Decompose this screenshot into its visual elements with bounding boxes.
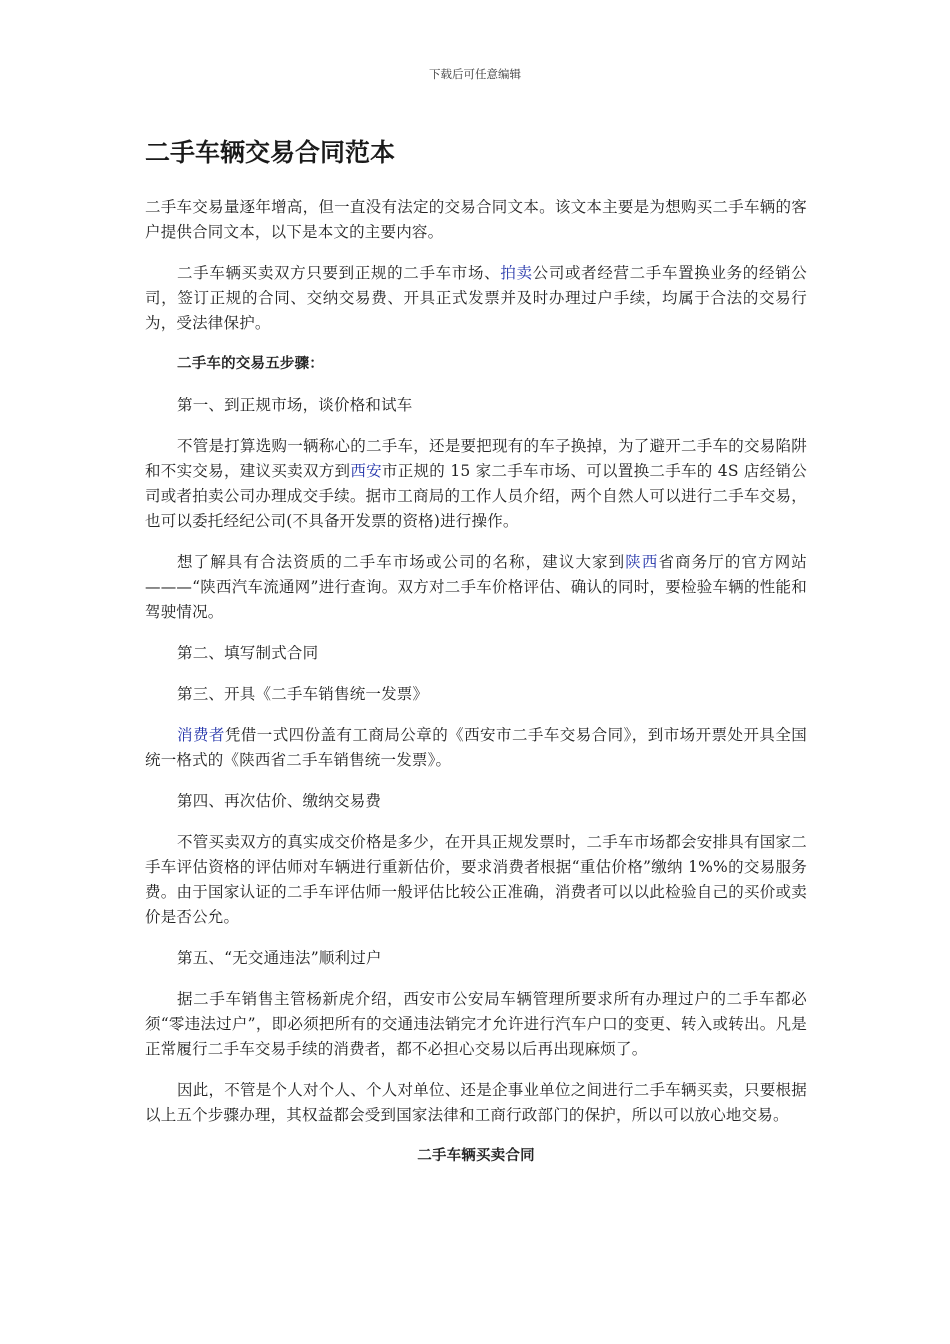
step2-title: 第二、填写制式合同: [177, 644, 319, 662]
page-header: 下载后可任意编辑: [429, 67, 521, 81]
link-xian[interactable]: 西安: [350, 462, 382, 480]
intro-paragraph: 二手车交易量逐年增高，但一直没有法定的交易合同文本。该文本主要是为想购买二手车辆的客户提供合同文本，以下是本文的主要内容。: [145, 198, 807, 241]
paragraph-step1-markets: 不管是打算选购一辆称心的二手车，还是要把现有的车子换掉，为了避开二手车的交易陷阱和不实交易，建议买卖双方到西安市正规的 15 家二手车市场、可以置换二手车的 4S 店经销公司或者拍卖公司办理成交手续。据市工商局的工作人员介绍，两个自然人可以进行二手车交易，也可以委托经纪公司(不具备开发票的资格)进行操作。: [145, 437, 807, 530]
step5-title: 第五、“无交通违法”顺利过户: [177, 949, 382, 967]
document-title: 二手车辆交易合同范本: [145, 138, 396, 167]
document-body: [145, 130, 807, 1185]
contract-title: 二手车辆买卖合同: [417, 1148, 535, 1164]
paragraph-step3-invoice: 消费者凭借一式四份盖有工商局公章的《西安市二手车交易合同》，到市场开票处开具全国统一格式的《陕西省二手车销售统一发票》。: [145, 726, 807, 769]
link-shaanxi[interactable]: 陕西: [625, 553, 659, 571]
steps-heading: 二手车的交易五步骤：: [177, 356, 324, 372]
step3-title: 第三、开具《二手车销售统一发票》: [177, 685, 429, 703]
paragraph-step4-valuation: 不管买卖双方的真实成交价格是多少，在开具正规发票时，二手车市场都会安排具有国家二手车评估资格的评估师对车辆进行重新估价，要求消费者根据“重估价格”缴纳 1%%的交易服务费。由于国家认证的二手车评估师一般评估比较公正准确，消费者可以以此检验自己的买价或卖价是否公允。: [145, 833, 807, 926]
step1-title: 第一、到正规市场，谈价格和试车: [177, 396, 413, 414]
link-consumer[interactable]: 消费者: [177, 726, 225, 744]
paragraph-legal-trading: 二手车辆买卖双方只要到正规的二手车市场、拍卖公司或者经营二手车置换业务的经销公司，签订正规的合同、交纳交易费、开具正式发票并及时办理过户手续，均属于合法的交易行为，受法律保护。: [145, 264, 807, 332]
paragraph-step5-transfer: 据二手车销售主管杨新虎介绍，西安市公安局车辆管理所要求所有办理过户的二手车都必须“零违法过户”，即必须把所有的交通违法销完才允许进行汽车户口的变更、转入或转出。凡是正常履行二手车交易手续的消费者，都不必担心交易以后再出现麻烦了。: [145, 990, 807, 1058]
paragraph-conclusion: 因此，不管是个人对个人、个人对单位、还是企事业单位之间进行二手车辆买卖，只要根据以上五个步骤办理，其权益都会受到国家法律和工商行政部门的保护，所以可以放心地交易。: [145, 1081, 807, 1124]
link-auction[interactable]: 拍卖: [500, 264, 533, 282]
paragraph-step1-website: 想了解具有合法资质的二手车市场或公司的名称，建议大家到陕西省商务厅的官方网站———“陕西汽车流通网”进行查询。双方对二手车价格评估、确认的同时，要检验车辆的性能和驾驶情况。: [145, 553, 808, 621]
step4-title: 第四、再次估价、缴纳交易费: [177, 792, 382, 810]
